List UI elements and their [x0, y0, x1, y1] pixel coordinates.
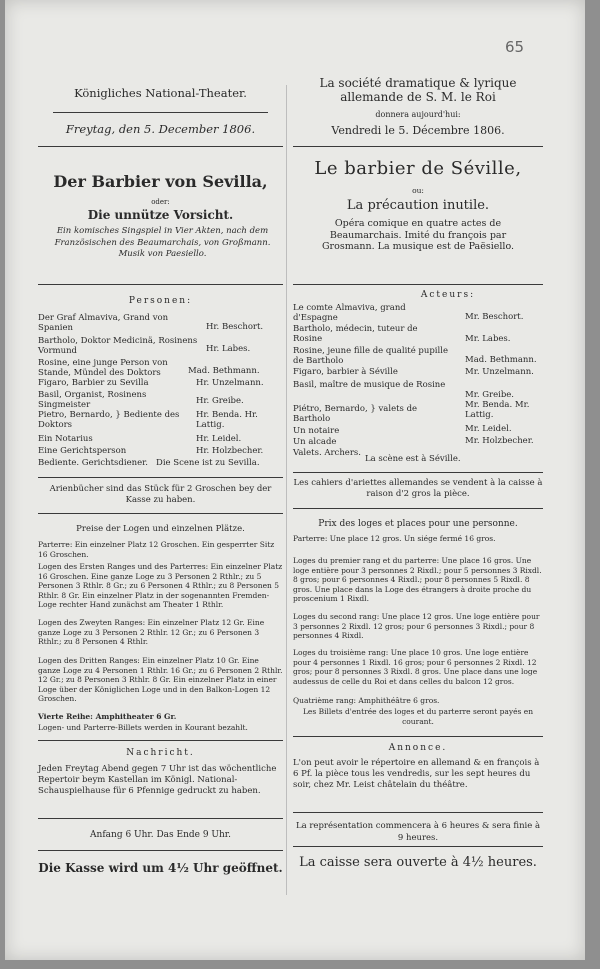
de-price-item: Logen des Ersten Ranges und des Parterres: Ein einzelner Platz 16 Groschen. Eine ganze Loge zu 3 Personen 2 Rthlr.; zu 5 Personen 3 Rthlr. 8 Gr.; zu 6 Personen 4 Rthlr.; zu 8 Personen 5 Rthlr. 8 Gr. Ein einzelner Platz in der sogenannten Fremden-Loge rechter Hand zunächst am Theater 1 Rthlr.: [38, 562, 283, 610]
de-rule: [53, 112, 268, 113]
de-date: Freytag, den 5. December 1806.: [65, 122, 256, 136]
de-rule: [38, 477, 283, 478]
de-theatre-name: Königliches National-Theater.: [74, 86, 247, 100]
fr-times: La représentation commencera à 6 heures & sera finie à 9 heures.: [295, 821, 541, 843]
fr-rule: [293, 472, 543, 473]
fr-price-item: Loges du troisième rang: Une place 10 gros. Une loge entière pour 4 personnes 1 Rixdl. 16 gros; pour 6 personnes 2 Rixdl. 12 gros; pour 8 personnes 3 Rixdl. 8 gros. Une place dans une loge audessus de celle du Roi et dans celles du balcon 12 gros.: [293, 648, 538, 686]
column-divider: [286, 85, 287, 895]
fr-price-item: Loges du premier rang et du parterre: Une place 16 gros. Une loge entière pour 3 personnes 2 Rixdl.; pour 5 personnes 3 Rixdl. 8 gros; pour 6 personnes 4 Rixdl.; pour 8 personnes 5 Rixdl. 8 gros. Une place dans la Loge des étrangers à droite proche du proscenium 1 Rixdl.: [293, 556, 542, 604]
de-libretto-note: Arienbücher sind das Stück für 2 Groschen bey der Kasse zu haben.: [49, 484, 272, 505]
fr-prices-heading: Prix des loges et places pour une personne.: [318, 519, 518, 529]
fr-cast-heading: Acteurs:: [420, 290, 476, 300]
fr-price-item: Loges du second rang: Une place 12 gros. Une loge entière pour 3 personnes 2 Rixdl. 12 gros; pour 6 personnes 3 Rixdl.; pour 8 personnes 4 Rixdl.: [293, 612, 540, 641]
de-box-office: Die Kasse wird um 4½ Uhr geöffnet.: [38, 861, 283, 875]
de-cast-role: Ein Notarius: [38, 434, 93, 444]
de-description: Ein komisches Singspiel in Vier Akten, nach dem Französischen des Beaumarchais, von Großmann. Musik von Paesiello.: [54, 226, 271, 259]
fr-rule: [293, 508, 543, 509]
de-cast-role: Bediente. Gerichtsdiener.: [38, 458, 148, 468]
playbill-sheet: [5, 0, 585, 960]
de-cast-actor: Hr. Holzbecher.: [196, 446, 264, 456]
page-number: 65: [505, 38, 525, 56]
de-price-item: Logen- und Parterre-Billets werden in Kourant bezahlt.: [38, 723, 248, 732]
de-rule: [38, 850, 283, 851]
fr-society: La société dramatique & lyrique allemande de S. M. le Roi: [319, 76, 517, 104]
de-price-item: Logen des Zweyten Ranges: Ein einzelner Platz 12 Gr. Eine ganze Loge zu 3 Personen 2 Rthlr. 12 Gr.; zu 6 Personen 3 Rthlr.; zu 8 Personen 4 Rthlr.: [38, 618, 265, 647]
fr-ou: ou:: [412, 186, 424, 195]
fr-cast-actor: Mr. Holzbecher.: [465, 436, 534, 446]
de-cast-role: Basil, Organist, Rosinens Singmeister: [38, 390, 147, 410]
fr-cast-role: Le comte Almaviva, grand d'Espagne: [293, 303, 406, 323]
fr-box-office: La caisse sera ouverte à 4½ heures.: [299, 855, 537, 870]
de-cast-role: Figaro, Barbier zu Sevilla: [38, 378, 149, 388]
de-rule: [38, 818, 283, 819]
fr-cast-actor: Mr. Unzelmann.: [465, 367, 534, 377]
fr-description: Opéra comique en quatre actes de Beaumarchais. Imité du françois par Grosmann. La musique est de Paësiello.: [321, 218, 515, 252]
de-oder: oder:: [151, 198, 170, 206]
fr-cast-actor: Mad. Bethmann.: [465, 355, 537, 365]
de-cast-actor: Mad. Bethmann.: [188, 366, 260, 376]
fr-libretto-note: Les cahiers d'ariettes allemandes se vendent à la caisse à raison d'2 gros la pièce.: [293, 478, 543, 499]
de-scene: Die Scene ist zu Sevilla.: [156, 458, 260, 468]
fr-price-item: Les Billets d'entrée des loges et du parterre seront payés en courant.: [302, 707, 534, 726]
de-cast-actor: Hr. Beschort.: [206, 322, 264, 332]
fr-price-item: Parterre: Une place 12 gros. Un siége fermé 16 gros.: [293, 534, 496, 543]
de-cast-role: Eine Gerichtsperson: [38, 446, 127, 456]
de-cast-actor: Hr. Unzelmann.: [196, 378, 264, 388]
fr-price-item: Quatrième rang: Amphithéâtre 6 gros.: [293, 696, 440, 705]
de-cast-role: Der Graf Almaviva, Grand von Spanien: [38, 313, 169, 333]
fr-cast-role: Figaro, barbier à Séville: [293, 367, 398, 377]
fr-rule: [293, 736, 543, 737]
fr-rule: [293, 284, 543, 285]
de-price-item: Logen des Dritten Ranges: Ein einzelner Platz 10 Gr. Eine ganze Loge zu 4 Personen 1 Rthlr. 16 Gr.; zu 6 Personen 2 Rthlr. 12 Gr.; zu 8 Personen 3 Rthlr. 8 Gr. Ein einzelner Platz in einer Loge über der Königlichen Loge und in den Balkon-Logen 12 Groschen.: [38, 656, 283, 704]
fr-notice: L'on peut avoir le répertoire en allemand & en françois à 6 Pf. la pièce tous les vendredis, sur les sept heures du soir, chez Mr. Leist châtelain du théâtre.: [293, 758, 540, 790]
fr-cast-role: Rosine, jeune fille de qualité pupille de Bartholo: [293, 346, 448, 366]
de-cast-actor: Hr. Labes.: [206, 344, 251, 354]
de-prices-heading: Preise der Logen und einzelnen Plätze.: [76, 524, 245, 534]
de-rule: [38, 284, 283, 285]
de-rule: [38, 513, 283, 514]
fr-cast-actor: Mr. Benda. Mr. Lattig.: [465, 400, 530, 420]
fr-subtitle: La précaution inutile.: [346, 198, 490, 213]
fr-cast-role: Basil, maître de musique de Rosine: [293, 380, 446, 390]
fr-rule: [293, 812, 543, 813]
de-price-item: Vierte Reihe: Amphitheater 6 Gr.: [38, 712, 177, 721]
de-notice-heading: Nachricht.: [126, 748, 195, 758]
fr-date: Vendredi le 5. Décembre 1806.: [331, 124, 505, 137]
fr-donnera: donnera aujourd'hui:: [375, 110, 461, 119]
de-cast-heading: Personen:: [128, 296, 193, 306]
de-cast-actor: Hr. Benda. Hr. Lattig.: [196, 410, 258, 430]
de-cast-role: Rosine, eine junge Person von Stande, Mündel des Doktors: [38, 358, 168, 378]
fr-scene: La scène est à Séville.: [365, 454, 461, 464]
de-price-item: Parterre: Ein einzelner Platz 12 Groschen. Ein gesperrter Sitz 16 Groschen.: [38, 540, 275, 559]
fr-cast-actor: Mr. Beschort.: [465, 312, 524, 322]
de-notice: Jeden Freytag Abend gegen 7 Uhr ist das wöchentliche Repertoir beym Kastellan im Königl. National-Schauspielhause für 6 Pfennige gedruckt zu haben.: [38, 764, 277, 796]
fr-rule: [293, 146, 543, 147]
de-rule: [38, 740, 283, 741]
de-rule: [38, 146, 283, 147]
de-title: Der Barbier von Sevilla,: [53, 172, 268, 191]
fr-cast-actor: Mr. Greibe.: [465, 390, 515, 400]
de-cast-role: Bartholo, Doktor Medicinä, Rosinens Vormund: [38, 336, 198, 356]
fr-title: Le barbier de Séville,: [314, 158, 522, 179]
de-cast-role: Pietro, Bernardo, } Bediente des Doktors: [38, 410, 180, 430]
fr-cast-actor: Mr. Labes.: [465, 334, 511, 344]
fr-rule: [293, 846, 543, 847]
fr-cast-actor: Mr. Leidel.: [465, 424, 512, 434]
de-cast-actor: Hr. Leidel.: [196, 434, 242, 444]
fr-cast-role: Un notaire: [293, 426, 340, 436]
de-cast-actor: Hr. Greibe.: [196, 396, 244, 406]
fr-cast-role: Bartholo, médecin, tuteur de Rosine: [293, 324, 418, 344]
fr-cast-role: Valets. Archers.: [293, 448, 361, 458]
fr-cast-role: Un alcade: [293, 437, 337, 447]
de-subtitle: Die unnütze Vorsicht.: [87, 208, 234, 222]
fr-cast-role: Piétro, Bernardo, } valets de Bartholo: [293, 404, 418, 424]
fr-notice-heading: Annonce.: [388, 743, 448, 753]
de-times: Anfang 6 Uhr. Das Ende 9 Uhr.: [90, 830, 231, 840]
